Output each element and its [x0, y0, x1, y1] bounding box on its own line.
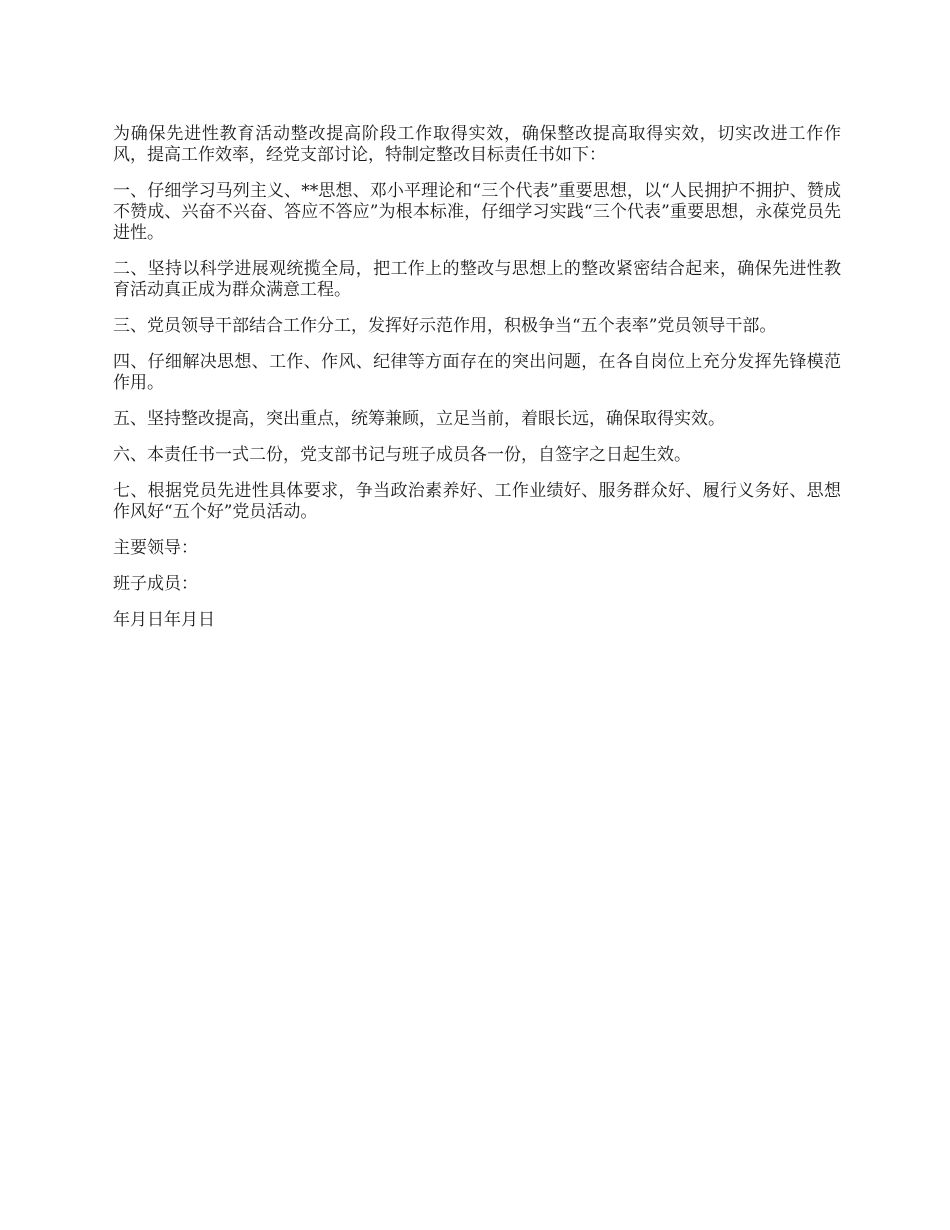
- intro-paragraph: 为确保先进性教育活动整改提高阶段工作取得实效，确保整改提高取得实效，切实改进工作作风，提高工作效率，经党支部讨论，特制定整改目标责任书如下：: [113, 124, 841, 165]
- item-2-paragraph: 二、坚持以科学进展观统揽全局，把工作上的整改与思想上的整改紧密结合起来，确保先进性教育活动真正成为群众满意工程。: [113, 259, 841, 300]
- main-leader-signature-line: 主要领导：: [113, 538, 198, 558]
- team-members-signature-line: 班子成员：: [113, 574, 198, 594]
- item-1-paragraph: 一、仔细学习马列主义、**思想、邓小平理论和“三个代表”重要思想，以“人民拥护不拥护、赞成不赞成、兴奋不兴奋、答应不答应”为根本标准，仔细学习实践“三个代表”重要思想，永葆党员先进性。: [113, 181, 841, 243]
- item-3-paragraph: 三、党员领导干部结合工作分工，发挥好示范作用，积极争当“五个表率”党员领导干部。: [113, 316, 777, 336]
- document-body: [113, 124, 841, 631]
- item-5-paragraph: 五、坚持整改提高，突出重点，统筹兼顾，立足当前，着眼长远，确保取得实效。: [113, 409, 725, 429]
- item-6-paragraph: 六、本责任书一式二份，党支部书记与班子成员各一份，自签字之日起生效。: [113, 445, 691, 465]
- item-4-paragraph: 四、仔细解决思想、工作、作风、纪律等方面存在的突出问题，在各自岗位上充分发挥先锋模范作用。: [113, 352, 841, 393]
- item-7-paragraph: 七、根据党员先进性具体要求，争当政治素养好、工作业绩好、服务群众好、履行义务好、思想作风好“五个好”党员活动。: [113, 481, 841, 522]
- date-line: 年月日年月日: [113, 610, 215, 630]
